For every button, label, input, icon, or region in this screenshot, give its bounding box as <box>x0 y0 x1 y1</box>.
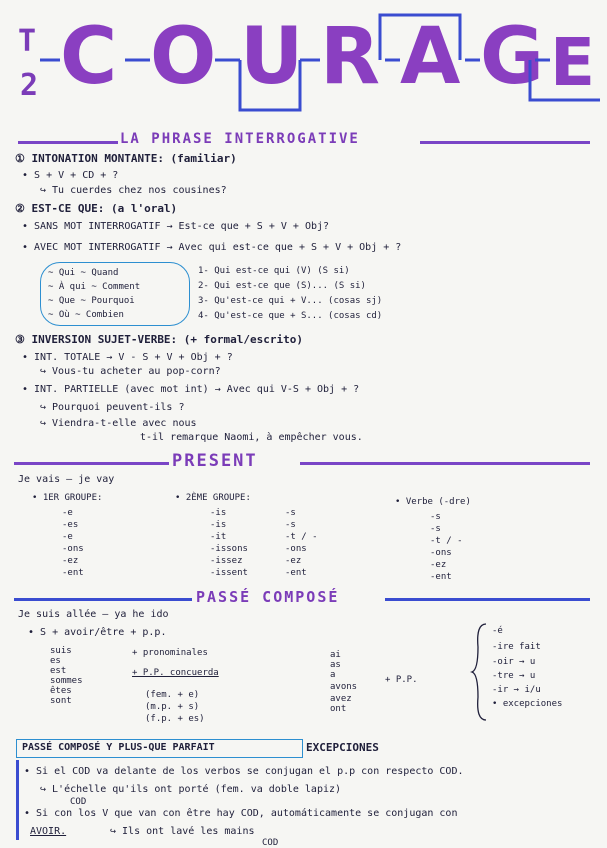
section-heading: PASSÉ COMPOSÉ Y PLUS-QUE PARFAIT <box>22 742 215 753</box>
title-letter: G <box>480 12 545 102</box>
note-line: ↪ Pourquoi peuvent-ils ? <box>40 402 185 413</box>
verb-form: êtes <box>50 686 72 696</box>
ending: -ons <box>285 544 307 554</box>
ending: -it <box>210 532 227 542</box>
ending: -ent <box>285 568 307 578</box>
note-line: • AVEC MOT INTERROGATIF → Avec qui est-ce que + S + V + Obj + ? <box>22 242 402 253</box>
ending: -issez <box>210 556 243 566</box>
divider <box>420 141 590 144</box>
verb-form: avez <box>330 694 352 704</box>
note-line: Je suis allée — ya he ido <box>18 609 169 620</box>
note-line: ↪ Vous-tu acheter au pop-corn? <box>40 366 221 377</box>
question-word: ~ Que ~ Pourquoi <box>48 296 135 306</box>
verb-form: ont <box>330 704 347 714</box>
divider <box>14 462 169 465</box>
note-line: • INT. TOTALE → V - S + V + Obj + ? <box>22 352 233 363</box>
ending: -t / - <box>285 532 318 542</box>
note-line: + P.P. concuerda <box>132 668 219 678</box>
question-word: ~ Qui ~ Quand <box>48 268 119 278</box>
note-line: • S + V + CD + ? <box>22 170 119 181</box>
section-heading: PRESENT <box>172 451 258 471</box>
verb-form: avons <box>330 682 358 692</box>
verb-form: a <box>330 670 336 680</box>
verb-form: as <box>330 660 341 670</box>
ending: -ons <box>430 548 452 558</box>
ending: -s <box>285 508 296 518</box>
ending: -es <box>62 520 79 530</box>
pattern-line: 1- Qui est-ce qui (V) (S si) <box>198 266 350 276</box>
question-word: ~ Où ~ Combien <box>48 310 124 320</box>
group-title: • Verbe (-dre) <box>395 497 471 507</box>
ending: -é <box>492 626 503 636</box>
ending: -ez <box>285 556 302 566</box>
ending: -ent <box>430 572 452 582</box>
pattern-line: 3- Qu'est-ce qui + V... (cosas sj) <box>198 296 383 306</box>
title-frame-lines <box>0 0 607 130</box>
note-line: Je vais — je vay <box>18 474 115 485</box>
ending: -ire fait <box>492 642 541 652</box>
pattern-line: 4- Qu'est-ce que + S... (cosas cd) <box>198 311 383 321</box>
verb-form: sont <box>50 696 72 706</box>
note-line: • S + avoir/être + p.p. <box>28 627 167 638</box>
verb-form: sommes <box>50 676 83 686</box>
title-letter: E <box>550 24 596 101</box>
note-line: ↪ Tu cuerdes chez nos cousines? <box>40 185 227 196</box>
divider <box>18 141 118 144</box>
divider <box>300 462 590 465</box>
note-line: AVOIR. <box>30 826 67 837</box>
section-heading: PASSÉ COMPOSÉ <box>196 588 340 606</box>
note-line: • INT. PARTIELLE (avec mot int) → Avec qui V-S + Obj + ? <box>22 384 360 395</box>
ending: -s <box>285 520 296 530</box>
section-heading: LA PHRASE INTERROGATIVE <box>120 131 360 147</box>
note-line: + P.P. <box>385 675 418 685</box>
ending: -issons <box>210 544 248 554</box>
ending: -is <box>210 520 227 530</box>
ending: -issent <box>210 568 248 578</box>
group-title: • 1ER GROUPE: <box>32 493 103 503</box>
divider <box>16 760 19 840</box>
note-line: ↪ Ils ont lavé les mains <box>110 826 255 837</box>
subheading: ② EST-CE QUE: (a l'oral) <box>15 202 178 215</box>
verb-form: suis <box>50 646 72 656</box>
title-letter: U <box>240 12 304 102</box>
verb-form: es <box>50 656 61 666</box>
subheading: ③ INVERSION SUJET-VERBE: (+ formal/escrito) <box>15 333 304 346</box>
brace <box>470 622 490 722</box>
title-prefix-bottom: 2 <box>20 68 41 103</box>
question-word: ~ À qui ~ Comment <box>48 282 141 292</box>
agreement-rule: (m.p. + s) <box>145 702 200 712</box>
title-letter: A <box>400 12 461 102</box>
ending: -is <box>210 508 227 518</box>
agreement-rule: (fem. + e) <box>145 690 200 700</box>
title-prefix-top: T <box>18 24 39 59</box>
ending: • excepciones <box>492 699 563 709</box>
ending: -ons <box>62 544 84 554</box>
ending: -ent <box>62 568 84 578</box>
verb-form: est <box>50 666 67 676</box>
ending: -s <box>430 512 441 522</box>
group-title: • 2ÈME GROUPE: <box>175 493 251 503</box>
ending: -ez <box>430 560 447 570</box>
note-line: t-il remarque Naomi, à empêcher vous. <box>140 432 363 443</box>
note-line: ↪ Viendra-t-elle avec nous <box>40 418 197 429</box>
pattern-line: 2- Qui est-ce que (S)... (S si) <box>198 281 366 291</box>
ending: -oir → u <box>492 657 536 667</box>
agreement-rule: (f.p. + es) <box>145 714 205 724</box>
note-line: + pronominales <box>132 648 208 658</box>
title-letter: C <box>60 12 118 102</box>
ending: -s <box>430 524 441 534</box>
note-line: ↪ L'échelle qu'ils ont porté (fem. va doble lapiz) <box>40 784 342 795</box>
divider <box>385 598 590 601</box>
subheading: ① INTONATION MONTANTE: (familiar) <box>15 152 237 165</box>
note-line: • SANS MOT INTERROGATIF → Est-ce que + S + V + Obj? <box>22 221 330 232</box>
cod-tag: COD <box>70 797 87 807</box>
ending: -e <box>62 508 73 518</box>
ending: -ez <box>62 556 79 566</box>
divider <box>14 598 192 601</box>
title-letter: R <box>320 12 381 102</box>
cod-tag: COD <box>262 838 279 848</box>
title-letter: O <box>150 12 217 102</box>
note-line: • Si el COD va delante de los verbos se conjugan el p.p con respecto COD. <box>24 766 464 777</box>
ending: -t / - <box>430 536 463 546</box>
note-line: • Si con los V que van con être hay COD, automáticamente se conjugan con <box>24 808 458 819</box>
section-subheading: EXCEPCIONES <box>306 741 379 754</box>
ending: -ir → i/u <box>492 685 541 695</box>
ending: -e <box>62 532 73 542</box>
ending: -tre → u <box>492 671 536 681</box>
verb-form: ai <box>330 650 341 660</box>
